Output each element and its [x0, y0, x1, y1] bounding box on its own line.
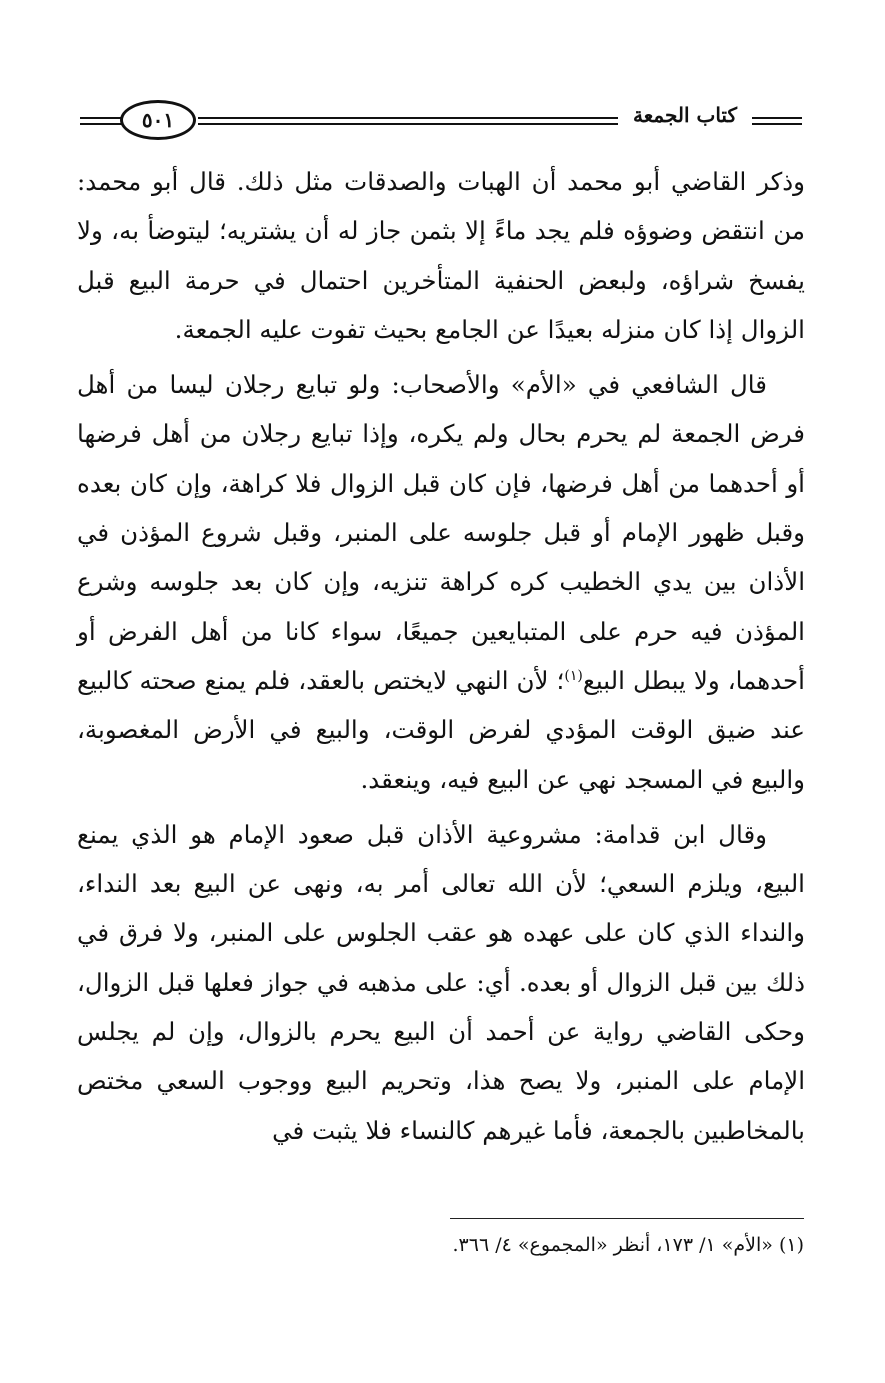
header-rule: [80, 117, 122, 119]
header-rule: [752, 117, 802, 119]
main-text: [77, 157, 805, 1155]
paragraph-text: قال الشافعي في «الأم» والأصحاب: ولو تبايع رجلان ليسا من أهل فرض الجمعة لم يحرم بحال ولم يكره، وإذا تبايع رجلان من أهل فرضها أو أحدهما من أهل فرضها، فإن كان قبل الزوال فلا كراهة، وإن كان بعده وقبل ظهور الإمام أو قبل جلوسه على المنبر، وقبل شروع المؤذن في الأذان بين يدي الخطيب كره كراهة تنزيه، وإن كان بعد جلوسه وشرع المؤذن فيه حرم على المتبايعين جميعًا، سواء كانا من أهل الفرض أو أحدهما، ولا يبطل البيع: [77, 370, 805, 695]
header-rule: [80, 123, 122, 125]
header-rule: [752, 123, 802, 125]
header-rule: [198, 123, 618, 125]
footnote-reference[interactable]: (١): [564, 667, 583, 684]
paragraph: [77, 360, 805, 804]
page-header: [80, 100, 802, 144]
paragraph: وقال ابن قدامة: مشروعية الأذان قبل صعود الإمام هو الذي يمنع البيع، ويلزم السعي؛ لأن الله تعالى أمر به، ونهى عن البيع بعد النداء، والنداء الذي كان على عهده هو عقب الجلوس على المنبر، ولا فرق في ذلك بين قبل الزوال أو بعده. أي: على مذهبه في جواز فعلها قبل الزوال، وحكى القاضي رواية عن أحمد أن البيع يحرم بالزوال، وإن لم يجلس الإمام على المنبر، ولا يصح هذا، وتحريم البيع ووجوب السعي مختص بالمخاطبين بالجمعة، فأما غيرهم كالنساء فلا يثبت في: [77, 819, 805, 1145]
paragraph: وذكر القاضي أبو محمد أن الهبات والصدقات مثل ذلك. قال أبو محمد: من انتقض وضوؤه فلم يجد ماءً إلا بثمن جاز له أن يشتريه؛ ليتوضأ به، ولا يفسخ شراؤه، ولبعض الحنفية المتأخرين احتمال في حرمة البيع قبل الزوال إذا كان منزله بعيدًا عن الجامع بحيث تفوت عليه الجمعة.: [77, 167, 805, 344]
header-rule: [198, 117, 618, 119]
page-number: ٥٠١: [120, 100, 196, 140]
running-title: كتاب الجمعة: [633, 103, 737, 127]
footnote: (١) «الأم» ١/ ١٧٣، أنظر «المجموع» ٤/ ٣٦٦.: [452, 1234, 804, 1256]
footnote-separator: [450, 1218, 804, 1219]
paragraph-text: ؛ لأن النهي لايختص بالعقد، فلم يمنع صحته كالبيع عند ضيق الوقت المؤدي لفرض الوقت، والبيع في الأرض المغصوبة، والبيع في المسجد نهي عن البيع فيه، وينعقد.: [77, 665, 805, 794]
